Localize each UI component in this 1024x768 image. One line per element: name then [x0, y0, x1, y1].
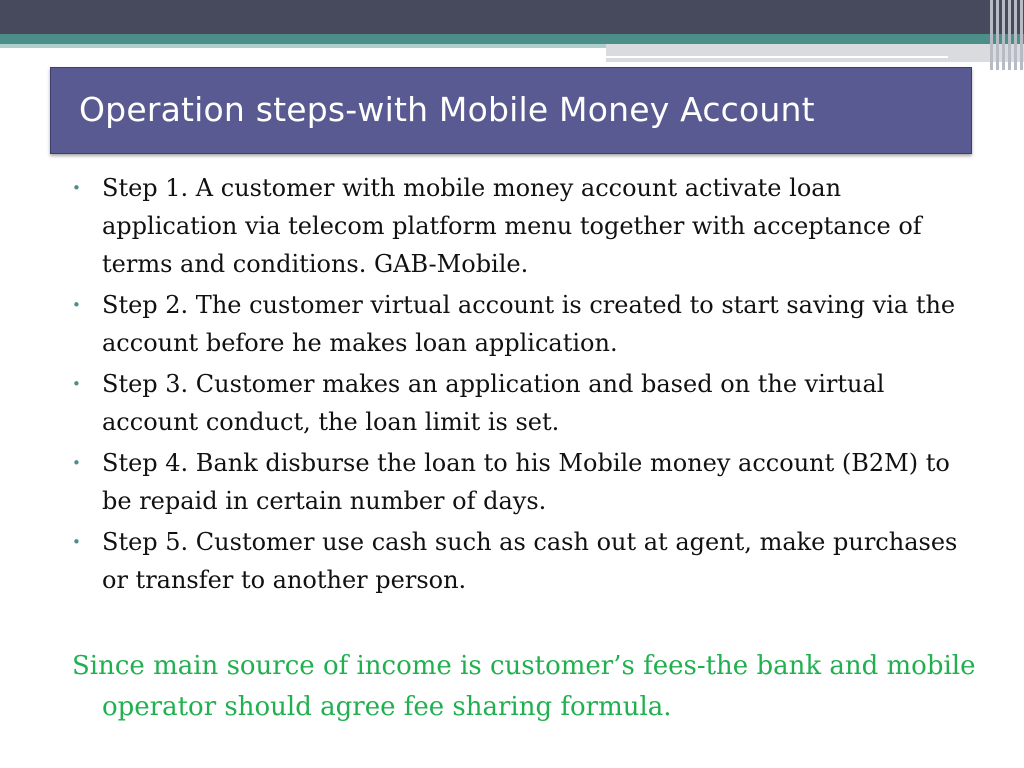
step-text: Step 3. Customer makes an application and based on the virtual account conduct, the loan limit is set. — [102, 370, 885, 436]
stripe — [1008, 0, 1011, 70]
bullet-icon: • — [72, 179, 81, 197]
step-item — [72, 286, 972, 362]
stripe — [996, 0, 999, 70]
step-item — [72, 169, 972, 283]
grey-decoration-band — [606, 44, 1024, 62]
stripe — [1020, 0, 1023, 70]
slide-title-box — [50, 67, 972, 154]
bullet-icon: • — [72, 454, 81, 472]
step-item — [72, 365, 972, 441]
step-text: Step 5. Customer use cash such as cash out at agent, make purchases or transfer to another person. — [102, 528, 958, 594]
grey-decoration-line — [606, 56, 948, 58]
step-text: Step 4. Bank disburse the loan to his Mobile money account (B2M) to be repaid in certain number of days. — [102, 449, 950, 515]
steps-list — [72, 169, 972, 602]
stripe — [1002, 0, 1005, 70]
bullet-icon: • — [72, 296, 81, 314]
teal-decoration-band — [0, 34, 1024, 44]
top-decoration-band — [0, 0, 1024, 34]
stripe — [990, 0, 993, 70]
step-item — [72, 444, 972, 520]
bullet-icon: • — [72, 375, 81, 393]
slide-title: Operation steps-with Mobile Money Account — [79, 90, 815, 129]
light-teal-decoration-band — [0, 44, 606, 48]
step-item — [72, 523, 972, 599]
step-text: Step 2. The customer virtual account is created to start saving via the account before he makes loan application. — [102, 291, 956, 357]
corner-stripes-decoration — [990, 0, 1024, 70]
bullet-icon: • — [72, 533, 81, 551]
stripe — [1014, 0, 1017, 70]
fee-sharing-note: Since main source of income is customer’s fees-the bank and mobile operator should agree fee sharing formula. — [72, 651, 976, 722]
step-text: Step 1. A customer with mobile money account activate loan application via telecom platform menu together with acceptance of terms and conditions. GAB-Mobile. — [102, 174, 922, 278]
